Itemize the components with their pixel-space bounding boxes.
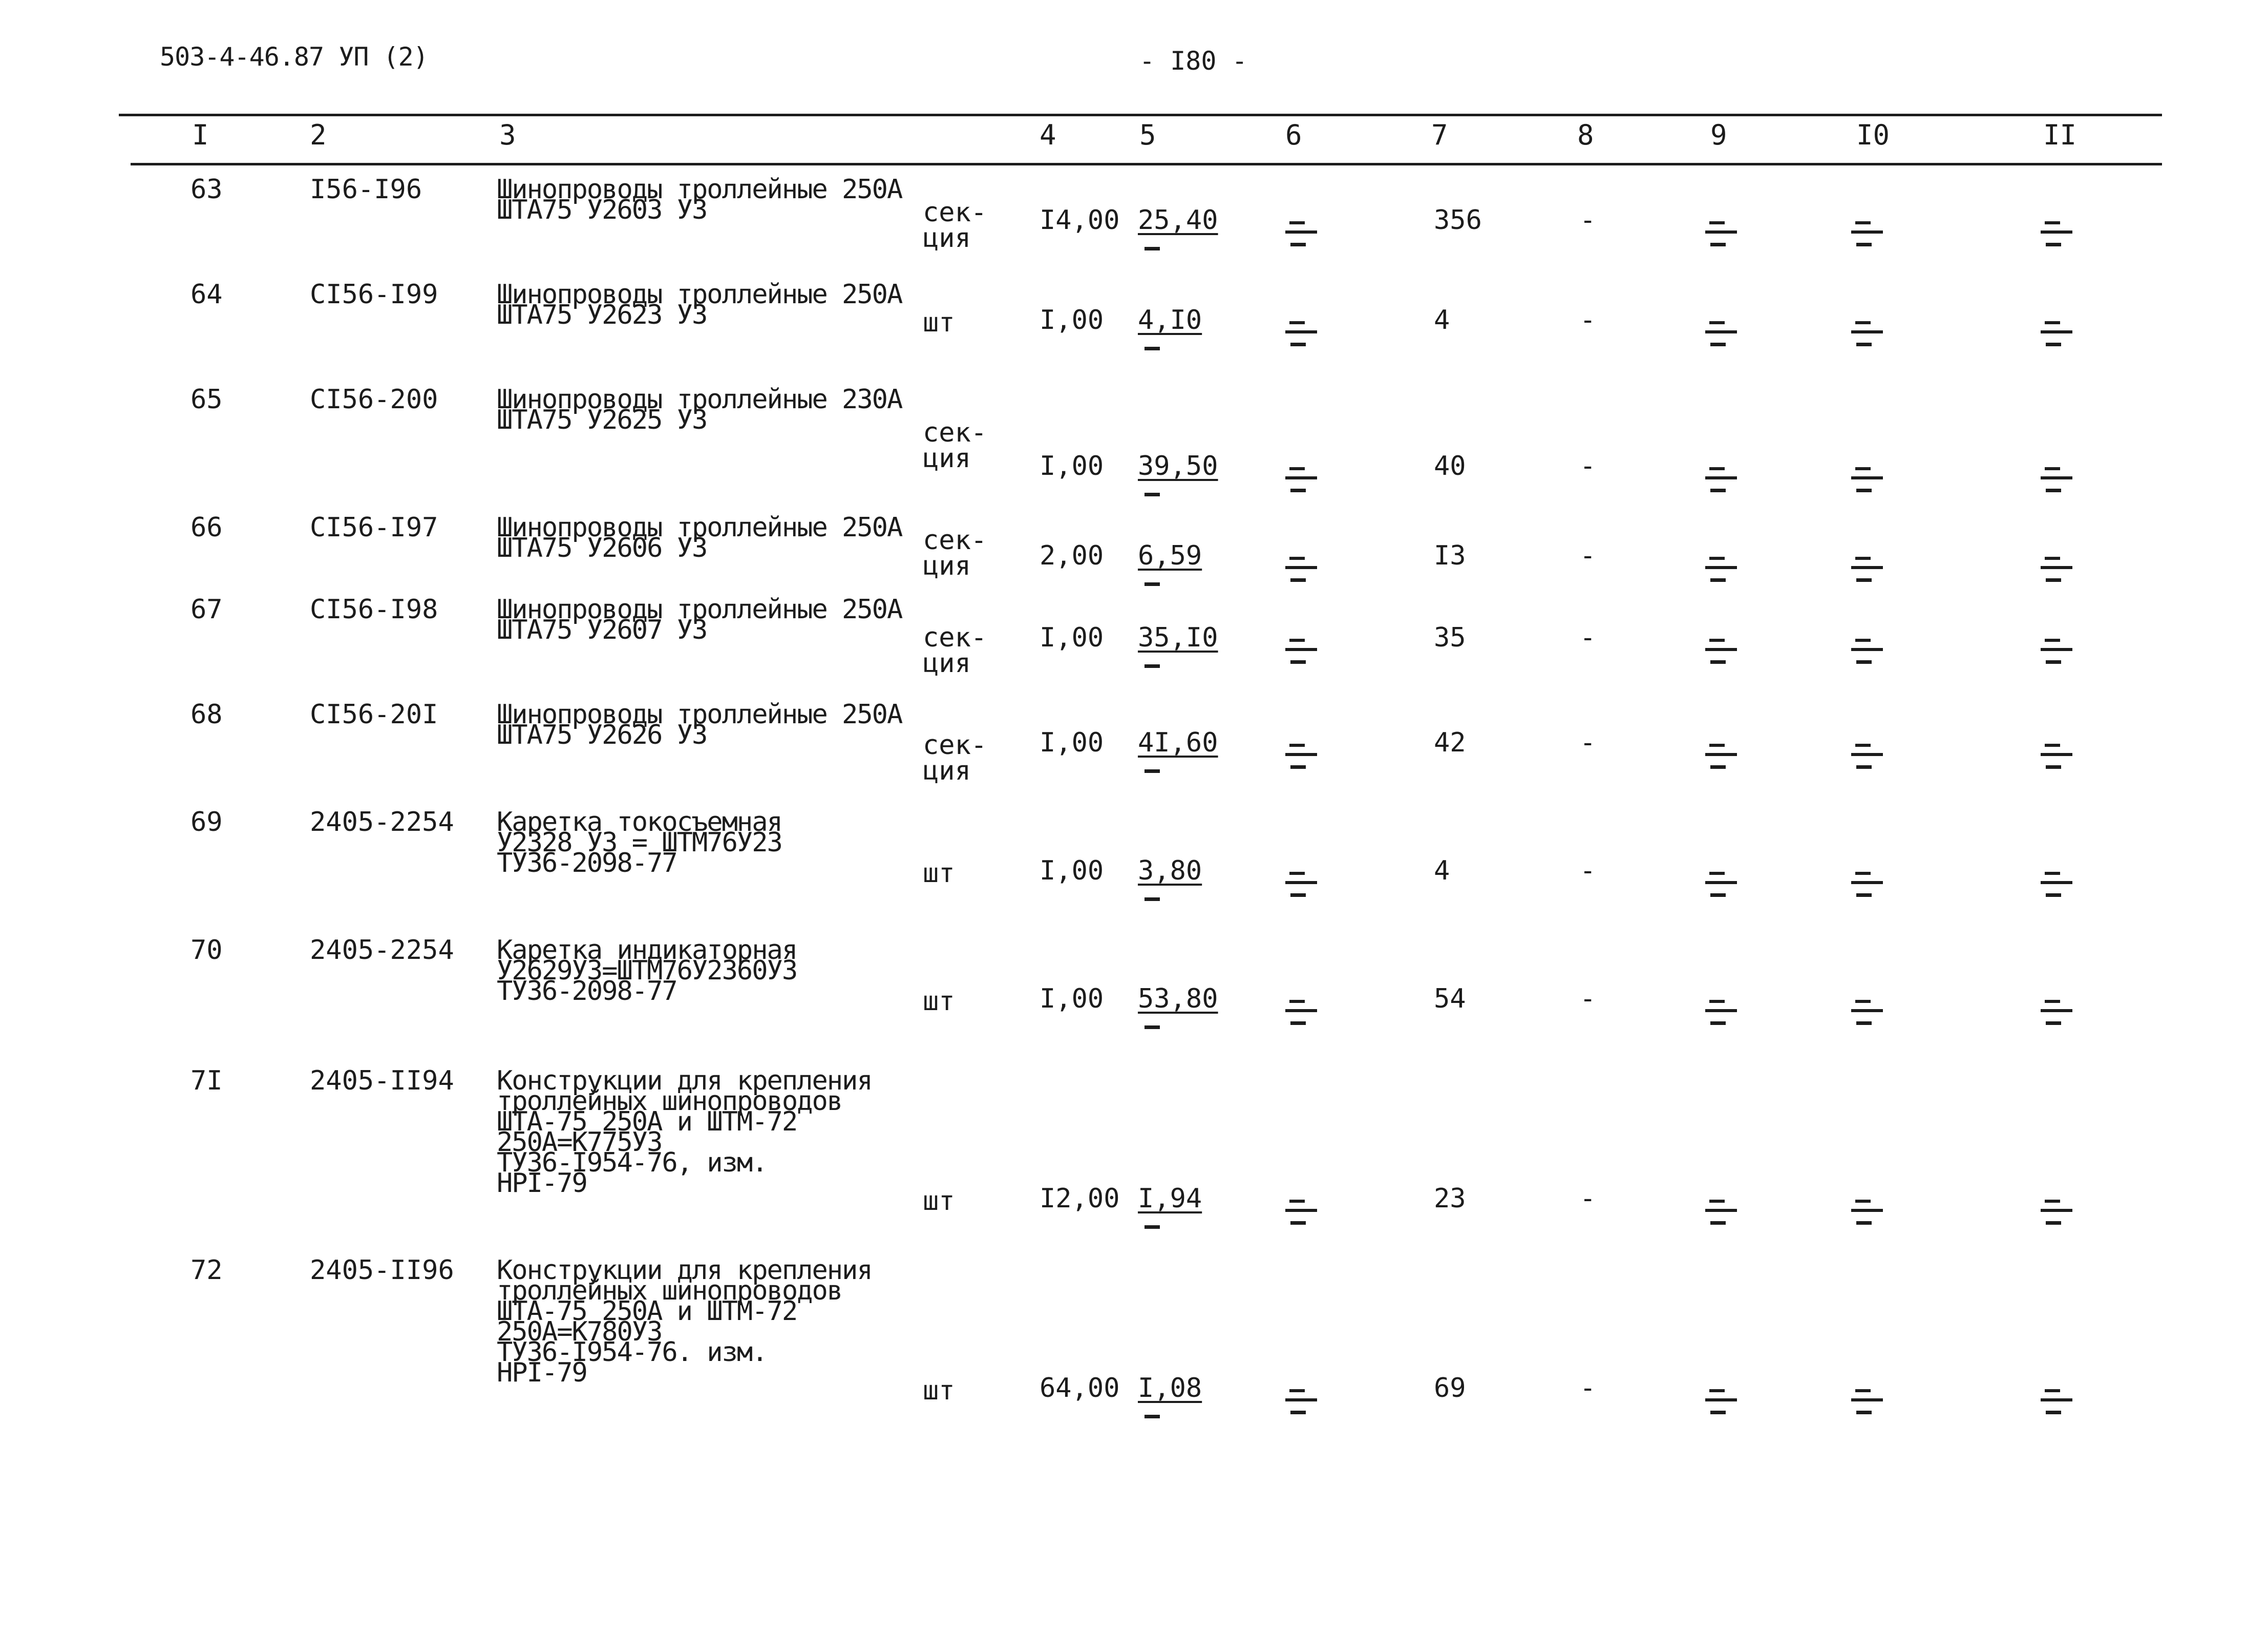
row-unit-price <box>1138 451 1218 481</box>
column-header-7: 7 <box>1431 119 1448 151</box>
dash-mark <box>1144 1025 1160 1029</box>
ditto-mark-col11 <box>2041 994 2071 1024</box>
column-header-6: 6 <box>1285 119 1302 151</box>
row-unit-price-value: I,94 <box>1138 1183 1202 1214</box>
row-unit: сек- ция <box>923 417 987 474</box>
ditto-mark-col11 <box>2041 551 2071 581</box>
ditto-mark-col10 <box>1851 1193 1882 1224</box>
row-unit: шт <box>923 858 955 889</box>
row-quantity: I,00 <box>1040 727 1104 758</box>
row-number: 66 <box>190 512 223 543</box>
row-code: CI56-I99 <box>310 279 438 310</box>
row-col8: - <box>1580 540 1596 571</box>
row-number: 69 <box>190 807 223 837</box>
row-description: Шинопроводы троллейные 230А ШТА75 У2625 У3 <box>497 384 902 435</box>
row-unit-price <box>1138 1183 1202 1214</box>
row-col8: - <box>1580 855 1596 886</box>
row-number: 65 <box>190 384 223 415</box>
row-description: Каретка индикаторная У2629У3=ШТМ76У2360У3 ТУ36-2098-77 <box>497 935 797 1007</box>
row-total: 42 <box>1434 727 1466 758</box>
ditto-mark-col11 <box>2041 1383 2071 1414</box>
ditto-mark-col11 <box>2041 633 2071 663</box>
row-total: 54 <box>1434 983 1466 1014</box>
row-col8: - <box>1580 305 1596 336</box>
page-number: - I80 - <box>1139 46 1247 76</box>
ditto-mark-col9 <box>1705 315 1736 346</box>
row-number: 68 <box>190 699 223 730</box>
row-total: 40 <box>1434 451 1466 481</box>
ditto-mark-col9 <box>1705 633 1736 663</box>
dash-mark <box>1144 493 1160 496</box>
ditto-mark-col6 <box>1285 1383 1316 1414</box>
row-code: CI56-200 <box>310 384 438 415</box>
row-unit-price <box>1138 540 1202 571</box>
row-unit-price <box>1138 1373 1202 1403</box>
dash-mark <box>1144 582 1160 586</box>
row-col8: - <box>1580 727 1596 758</box>
row-code: CI56-20I <box>310 699 438 730</box>
row-unit-price-value: 53,80 <box>1138 983 1218 1014</box>
row-unit-price-value: 25,40 <box>1138 205 1218 236</box>
row-unit: сек- ция <box>923 730 987 786</box>
dash-mark <box>1144 769 1160 773</box>
ditto-mark-col6 <box>1285 1193 1316 1224</box>
row-unit-price <box>1138 205 1218 236</box>
column-header-5: 5 <box>1139 119 1156 151</box>
ditto-mark-col10 <box>1851 738 1882 768</box>
document-code: 503-4-46.87 УП (2) <box>160 42 428 72</box>
ditto-mark-col9 <box>1705 1383 1736 1414</box>
dash-mark <box>1144 1415 1160 1418</box>
row-quantity: 64,00 <box>1040 1373 1120 1403</box>
ditto-mark-col10 <box>1851 315 1882 346</box>
dash-mark <box>1144 664 1160 668</box>
column-header-11: II <box>2043 119 2077 151</box>
ditto-mark-col9 <box>1705 738 1736 768</box>
row-code: CI56-I98 <box>310 594 438 625</box>
ditto-mark-col10 <box>1851 994 1882 1024</box>
row-quantity: I,00 <box>1040 451 1104 481</box>
dash-mark <box>1144 247 1160 250</box>
row-quantity: I,00 <box>1040 622 1104 653</box>
row-description: Шинопроводы троллейные 250А ШТА75 У2626 У3 <box>497 699 902 750</box>
row-total: 35 <box>1434 622 1466 653</box>
ditto-mark-col6 <box>1285 551 1316 581</box>
column-header-8: 8 <box>1577 119 1594 151</box>
ditto-mark-col9 <box>1705 994 1736 1024</box>
row-unit-price-value: 35,I0 <box>1138 622 1218 653</box>
row-description: Каретка токосъемная У2328 У3 = ШТМ76У23 ТУ36-2098-77 <box>497 807 782 878</box>
ditto-mark-col6 <box>1285 315 1316 346</box>
row-total: I3 <box>1434 540 1466 571</box>
row-unit: шт <box>923 1186 955 1217</box>
row-quantity: I,00 <box>1040 855 1104 886</box>
ditto-mark-col10 <box>1851 866 1882 896</box>
ditto-mark-col6 <box>1285 738 1316 768</box>
column-header-10: I0 <box>1856 119 1890 151</box>
table-header-rule <box>131 163 2162 165</box>
ditto-mark-col11 <box>2041 1193 2071 1224</box>
ditto-mark-col6 <box>1285 215 1316 246</box>
row-unit-price-value: 6,59 <box>1138 540 1202 571</box>
row-unit: шт <box>923 1375 955 1406</box>
row-quantity: 2,00 <box>1040 540 1104 571</box>
row-quantity: I2,00 <box>1040 1183 1120 1214</box>
ditto-mark-col11 <box>2041 315 2071 346</box>
column-header-3: 3 <box>499 119 516 151</box>
row-quantity: I,00 <box>1040 983 1104 1014</box>
row-unit-price-value: 3,80 <box>1138 855 1202 886</box>
row-description: Шинопроводы троллейные 250А ШТА75 У2623 У3 <box>497 279 902 330</box>
row-unit: сек- ция <box>923 525 987 581</box>
dash-mark <box>1144 347 1160 350</box>
column-header-4: 4 <box>1040 119 1056 151</box>
row-total: 4 <box>1434 305 1450 336</box>
column-header-2: 2 <box>310 119 327 151</box>
row-description: Шинопроводы троллейные 250А ШТА75 У2607 У3 <box>497 594 902 645</box>
row-code: 2405-2254 <box>310 807 454 837</box>
row-number: 64 <box>190 279 223 310</box>
row-unit-price-value: 4I,60 <box>1138 727 1218 758</box>
row-number: 70 <box>190 935 223 966</box>
row-unit-price <box>1138 622 1218 653</box>
row-unit-price <box>1138 305 1202 336</box>
ditto-mark-col9 <box>1705 551 1736 581</box>
ditto-mark-col9 <box>1705 461 1736 492</box>
row-unit-price-value: 39,50 <box>1138 451 1218 481</box>
row-col8: - <box>1580 205 1596 236</box>
row-description: Шинопроводы троллейные 250А ШТА75 У2603 У3 <box>497 174 902 225</box>
ditto-mark-col10 <box>1851 1383 1882 1414</box>
row-description: Конструкции для крепления троллейных шинопроводов ШТА-75 250А и ШТМ-72 250А=К775У3 ТУ36-I954-76, изм. НРI-79 <box>497 1065 872 1199</box>
row-code: I56-I96 <box>310 174 422 205</box>
ditto-mark-col6 <box>1285 461 1316 492</box>
row-number: 63 <box>190 174 223 205</box>
row-quantity: I,00 <box>1040 305 1104 336</box>
row-unit-price-value: I,08 <box>1138 1373 1202 1403</box>
row-unit: сек- ция <box>923 197 987 254</box>
row-col8: - <box>1580 983 1596 1014</box>
table-top-rule <box>119 114 2162 116</box>
row-number: 67 <box>190 594 223 625</box>
dash-mark <box>1144 897 1160 901</box>
column-header-9: 9 <box>1710 119 1727 151</box>
ditto-mark-col10 <box>1851 551 1882 581</box>
ditto-mark-col9 <box>1705 1193 1736 1224</box>
row-total: 356 <box>1434 205 1482 236</box>
row-quantity: I4,00 <box>1040 205 1120 236</box>
row-total: 69 <box>1434 1373 1466 1403</box>
row-number: 7I <box>190 1065 223 1096</box>
row-code: 2405-II96 <box>310 1255 454 1286</box>
column-header-1: I <box>192 119 209 151</box>
ditto-mark-col6 <box>1285 633 1316 663</box>
row-col8: - <box>1580 1183 1596 1214</box>
row-number: 72 <box>190 1255 223 1286</box>
ditto-mark-col6 <box>1285 866 1316 896</box>
row-col8: - <box>1580 1373 1596 1403</box>
row-unit: сек- ция <box>923 622 987 679</box>
row-total: 4 <box>1434 855 1450 886</box>
row-col8: - <box>1580 451 1596 481</box>
row-unit-price <box>1138 855 1202 886</box>
row-code: 2405-II94 <box>310 1065 454 1096</box>
row-unit-price-value: 4,I0 <box>1138 305 1202 336</box>
row-unit: шт <box>923 307 955 338</box>
row-code: 2405-2254 <box>310 935 454 966</box>
row-total: 23 <box>1434 1183 1466 1214</box>
row-unit: шт <box>923 986 955 1017</box>
ditto-mark-col6 <box>1285 994 1316 1024</box>
dash-mark <box>1144 1225 1160 1229</box>
ditto-mark-col9 <box>1705 215 1736 246</box>
ditto-mark-col9 <box>1705 866 1736 896</box>
ditto-mark-col11 <box>2041 215 2071 246</box>
row-unit-price <box>1138 727 1218 758</box>
row-unit-price <box>1138 983 1218 1014</box>
ditto-mark-col11 <box>2041 738 2071 768</box>
row-col8: - <box>1580 622 1596 653</box>
row-description: Шинопроводы троллейные 250А ШТА75 У2606 У3 <box>497 512 902 563</box>
row-description: Конструкции для крепления троллейных шинопроводов ШТА-75 250А и ШТМ-72 250А=К780У3 ТУ36-I954-76. изм. НРI-79 <box>497 1255 872 1388</box>
ditto-mark-col10 <box>1851 633 1882 663</box>
ditto-mark-col11 <box>2041 461 2071 492</box>
row-code: CI56-I97 <box>310 512 438 543</box>
ditto-mark-col10 <box>1851 215 1882 246</box>
ditto-mark-col10 <box>1851 461 1882 492</box>
ditto-mark-col11 <box>2041 866 2071 896</box>
